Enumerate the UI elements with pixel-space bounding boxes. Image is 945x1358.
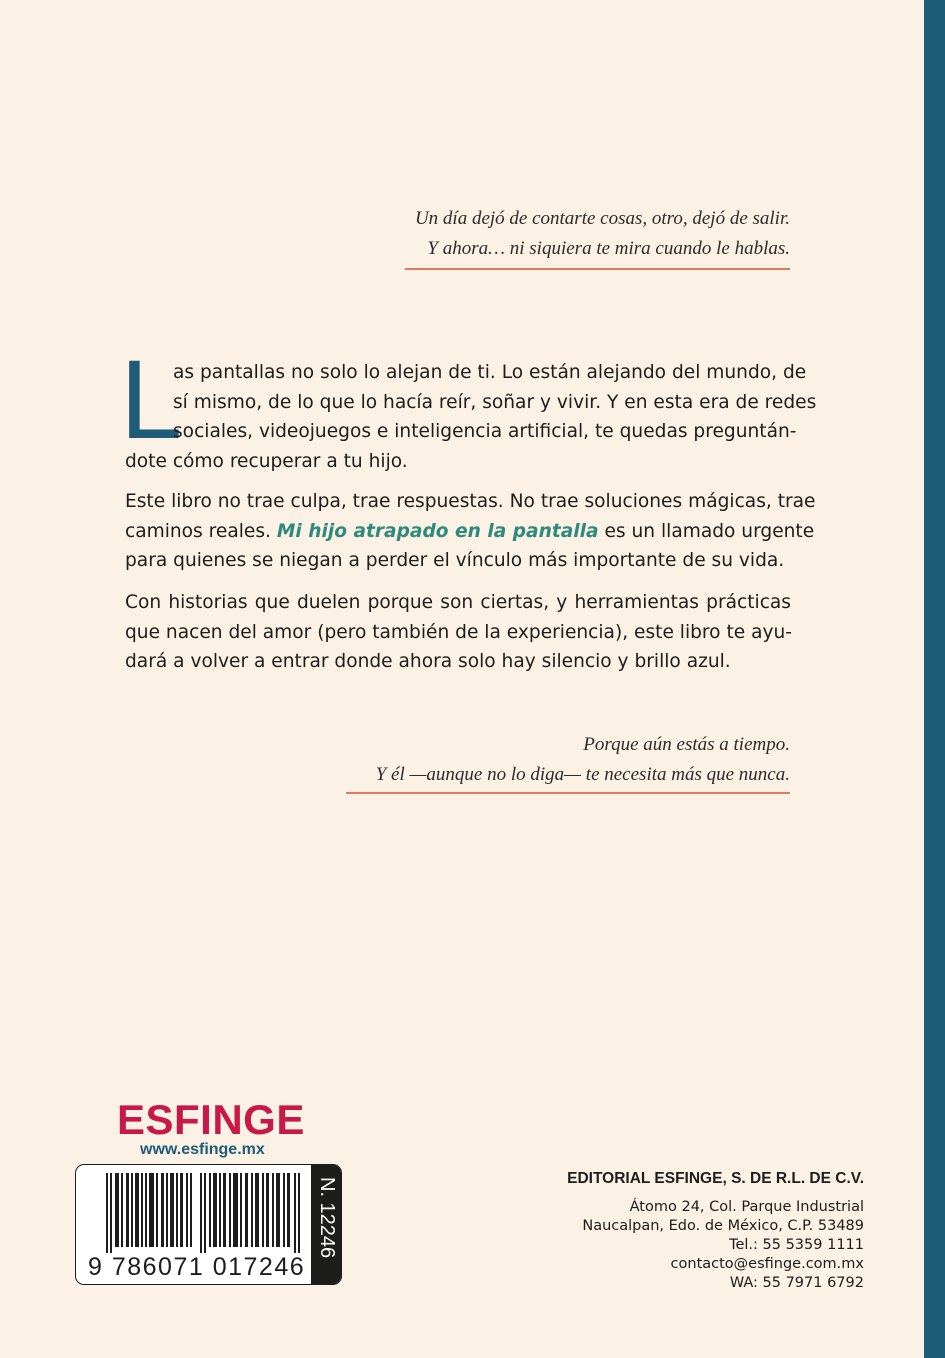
paragraph-2-line-2-end: es un llamado urgente (604, 520, 815, 542)
paragraph-1-line-4: dote cómo recuperar a tu hijo. (125, 450, 408, 472)
paragraph-3-line-3: dará a volver a entrar donde ahora solo hay silencio y brillo azul. (125, 651, 731, 672)
spine-color-stripe (924, 0, 945, 1358)
paragraph-2-line-3: para quienes se niegan a perder el vínculo más importante de su vida. (125, 550, 785, 571)
catalog-number-block (311, 1165, 341, 1285)
paragraph-3-line-2: que nacen del amor (pero también de la experiencia), este libro te ayu- (125, 621, 792, 643)
closing-quote (376, 730, 790, 790)
publisher-phone: Tel.: 55 5359 1111 (729, 1237, 864, 1253)
closing-quote-line-1: Porque aún estás a tiempo. (583, 734, 790, 755)
closing-quote-underline (346, 792, 790, 794)
paragraph-1-line-3: sociales, videojuegos e inteligencia artificial, te quedas preguntán- (173, 421, 797, 442)
opening-quote-underline (405, 268, 790, 270)
publisher-address-1: Átomo 24, Col. Parque Industrial (629, 1199, 864, 1215)
isbn-barcode (75, 1164, 342, 1285)
closing-quote-line-2: Y él —aunque no lo diga— te necesita más que nunca. (375, 764, 790, 785)
book-title: Mi hijo atrapado en la pantalla (276, 520, 599, 542)
paragraph-3 (125, 588, 791, 677)
paragraph-3-line-1: Con historias que duelen porque son ciertas, y herramientas prácticas (125, 592, 791, 613)
catalog-number: N. 12246 (316, 1177, 338, 1259)
barcode-bars-graphic (106, 1173, 302, 1253)
publisher-website: www.esfinge.mx (140, 1141, 265, 1158)
barcode-digits: 9 786071 017246 (88, 1253, 306, 1281)
paragraph-1-line-2: sí mismo, de lo que lo hacía reír, soñar y vivir. Y en esta era de redes (173, 391, 817, 413)
opening-quote-line-1: Un día dejó de contarte cosas, otro, dejó de salir. (414, 208, 790, 229)
paragraph-2-line-2 (125, 517, 815, 547)
drop-cap-letter: L (120, 337, 183, 462)
opening-quote-line-2: Y ahora… ni siquiera te mira cuando le hablas. (427, 238, 790, 259)
opening-quote (415, 204, 790, 264)
publisher-info (567, 1170, 864, 1293)
publisher-email: contacto@esfinge.com.mx (670, 1256, 864, 1272)
paragraph-1 (125, 358, 817, 476)
esfinge-logo: ESFINGE (117, 1096, 305, 1143)
paragraph-2-line-1: Este libro no trae culpa, trae respuestas. No trae soluciones mágicas, trae (125, 491, 816, 512)
paragraph-2 (125, 487, 816, 576)
paragraph-1-line-1: as pantallas no solo lo alejan de ti. Lo están alejando del mundo, de (173, 362, 807, 383)
publisher-address-2: Naucalpan, Edo. de México, C.P. 53489 (582, 1218, 864, 1234)
paragraph-2-line-2-start: caminos reales. (125, 520, 271, 542)
publisher-name: EDITORIAL ESFINGE, S. DE R.L. DE C.V. (567, 1170, 864, 1187)
publisher-whatsapp: WA: 55 7971 6792 (729, 1275, 864, 1291)
